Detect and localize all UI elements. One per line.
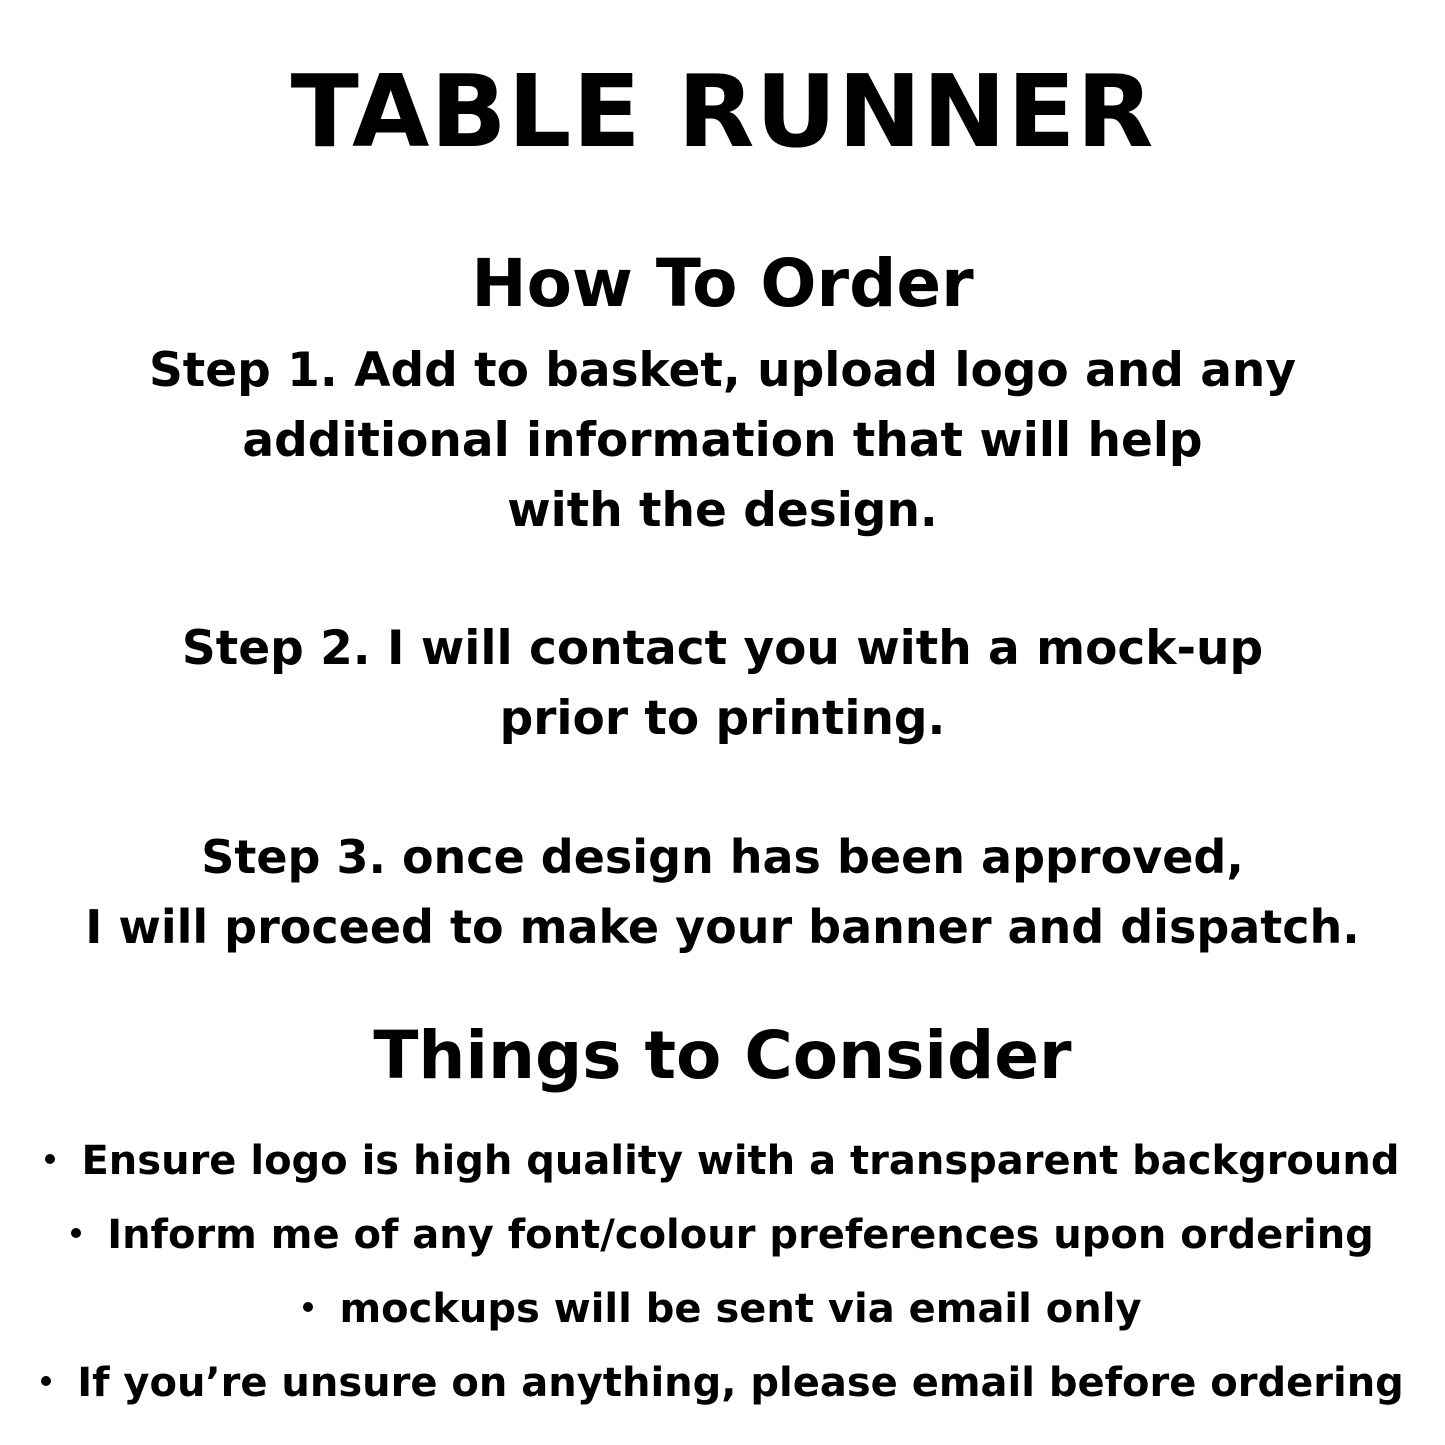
step-line: additional information that will help	[242, 413, 1203, 468]
step-line: Step 1. Add to basket, upload logo and any	[148, 343, 1297, 398]
step-line: prior to printing.	[499, 691, 946, 746]
order-step-1	[0, 336, 1445, 546]
bullet-icon	[71, 1228, 81, 1238]
step-line: with the design.	[507, 483, 938, 538]
bullet-icon	[41, 1376, 51, 1386]
bullet-icon	[303, 1302, 313, 1312]
things-to-consider-heading: Things to Consider	[373, 1017, 1072, 1094]
how-to-order-heading: How To Order	[471, 245, 974, 322]
list-item	[0, 1124, 1445, 1198]
list-item	[0, 1272, 1445, 1346]
list-item-text: Inform me of any font/colour preferences upon ordering	[107, 1212, 1374, 1258]
step-line: I will proceed to make your banner and dispatch.	[85, 900, 1360, 954]
list-item-text: Ensure logo is high quality with a transparent background	[81, 1138, 1400, 1184]
list-item-text: mockups will be sent via email only	[339, 1286, 1142, 1332]
consider-list	[0, 1124, 1445, 1420]
list-item	[0, 1346, 1445, 1420]
order-step-3	[0, 822, 1445, 962]
list-item-text: If you’re unsure on anything, please email before ordering	[77, 1360, 1404, 1406]
order-step-2	[0, 614, 1445, 754]
step-line: Step 3. once design has been approved,	[201, 830, 1244, 884]
list-item	[0, 1198, 1445, 1272]
bullet-icon	[45, 1154, 55, 1164]
page-title: TABLE RUNNER	[290, 53, 1155, 170]
step-line: Step 2. I will contact you with a mock-up	[181, 621, 1264, 676]
